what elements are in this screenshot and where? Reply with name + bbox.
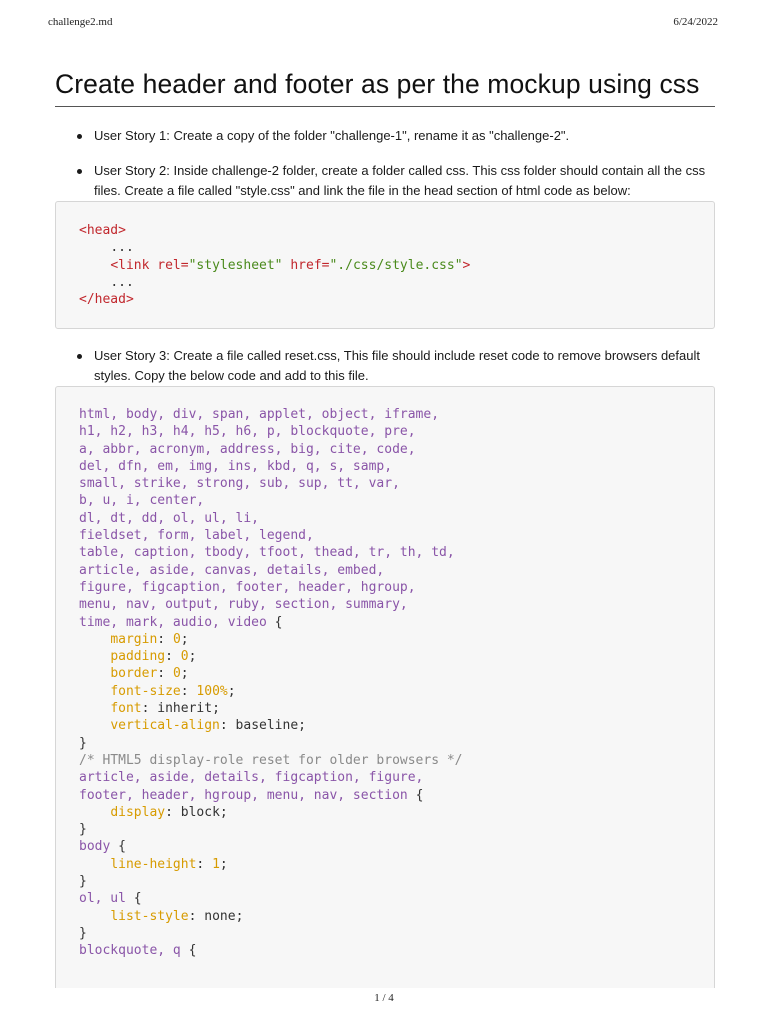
code-token: > [462,257,471,273]
code-token: { [133,891,142,907]
code-block-html-head [55,201,715,329]
code-token: baseline [235,718,299,734]
code-token: ol, ul [79,891,126,907]
code-token: padding [110,649,166,665]
code-token: ; [180,666,189,682]
user-story-3: User Story 3: Create a file called reset.css, This file should include reset code to remove browsers default styles. Copy the below code and add to this file. [55,346,715,386]
code-token: : [165,804,173,820]
code-token: footer, header, hgroup, menu, nav, section [79,787,408,803]
code-token: : [180,683,189,699]
code-token: ... [110,240,134,256]
code-token: : [165,649,173,665]
page-number: 1 / 4 [374,992,394,1004]
code-token: ; [235,908,244,924]
code-token: table, caption, tbody, tfoot, thead, tr, th, td, [79,545,455,561]
code-token: ; [298,718,306,734]
code-token: none [204,908,236,924]
code-token: border [110,666,158,682]
code-token: ; [212,701,220,717]
code-token: : [196,856,205,872]
code-token: ; [219,804,228,820]
code-token: : [157,666,166,682]
code-token: article, aside, details, figcaption, figure, [79,770,424,786]
code-token: </head> [79,292,134,308]
page-title: Create header and footer as per the mockup using css [55,60,715,107]
code-token: margin [110,631,158,647]
header-filename: challenge2.md [48,16,113,28]
code-token: 1 [212,856,220,872]
user-story-2: User Story 2: Inside challenge-2 folder, create a folder called css. This css folder should contain all the css files. Create a file called "style.css" and link the file in the head section of html code as below: [55,161,715,201]
code-token: block [180,804,220,820]
code-token: ... [110,274,134,290]
story-list [55,346,715,386]
code-token: figure, figcaption, footer, header, hgroup, [79,579,416,595]
code-token: <link [110,257,150,273]
code-token: body [79,839,111,855]
code-token: <head> [79,223,126,238]
code-token: href= [290,257,330,273]
code-token: line-height [110,856,197,872]
code-token: 0 [172,631,181,647]
code-token: /* HTML5 display-role reset for older browsers */ [79,752,463,768]
code-token: 100% [196,683,228,699]
code-token: list-style [110,908,189,924]
code-block-reset-css [55,386,715,988]
code-token: ; [227,683,236,699]
code-token: { [118,839,126,855]
story-list [55,126,715,201]
code-token: article, aside, canvas, details, embed, [79,562,385,578]
code-token: h1, h2, h3, h4, h5, h6, p, blockquote, pre, [79,424,416,440]
header-date: 6/24/2022 [673,16,718,28]
code-token: } [79,822,87,838]
code-token: vertical-align [110,718,220,734]
code-token: } [79,874,87,890]
code-token: font [110,701,142,717]
code-token: inherit [157,701,213,717]
code-token: small, strike, strong, sub, sup, tt, var, [79,476,400,492]
code-token: time, mark, audio, video [79,614,267,630]
code-token: 0 [180,649,189,665]
code-token: html, body, div, span, applet, object, iframe, [79,407,440,422]
code-token: { [188,943,197,959]
user-story-1: User Story 1: Create a copy of the folder "challenge-1", rename it as "challenge-2". [55,126,715,146]
code-token: } [79,925,87,941]
code-token: blockquote, q [79,943,181,959]
code-token: ; [180,631,189,647]
print-header [0,16,768,32]
code-token: ; [219,856,228,872]
code-token: b, u, i, center, [79,493,205,509]
code-token: { [274,614,283,630]
code-token: : [157,631,166,647]
code-token: : [219,718,228,734]
code-token: fieldset, form, label, legend, [79,528,314,544]
code-token: "./css/style.css" [329,257,463,273]
document-content [55,60,715,988]
code-token: menu, nav, output, ruby, section, summary, [79,597,408,613]
code-token: "stylesheet" [188,257,283,273]
code-token: 0 [172,666,181,682]
code-token: a, abbr, acronym, address, big, cite, code, [79,441,416,457]
code-token: rel= [157,257,189,273]
code-token: } [79,735,87,751]
code-token: display [110,804,166,820]
code-token: : [141,701,150,717]
code-token: { [415,787,424,803]
code-token: ; [188,649,197,665]
code-token: del, dfn, em, img, ins, kbd, q, s, samp, [79,458,393,474]
code-token: font-size [110,683,181,699]
code-token: dl, dt, dd, ol, ul, li, [79,510,260,526]
code-token: : [188,908,197,924]
